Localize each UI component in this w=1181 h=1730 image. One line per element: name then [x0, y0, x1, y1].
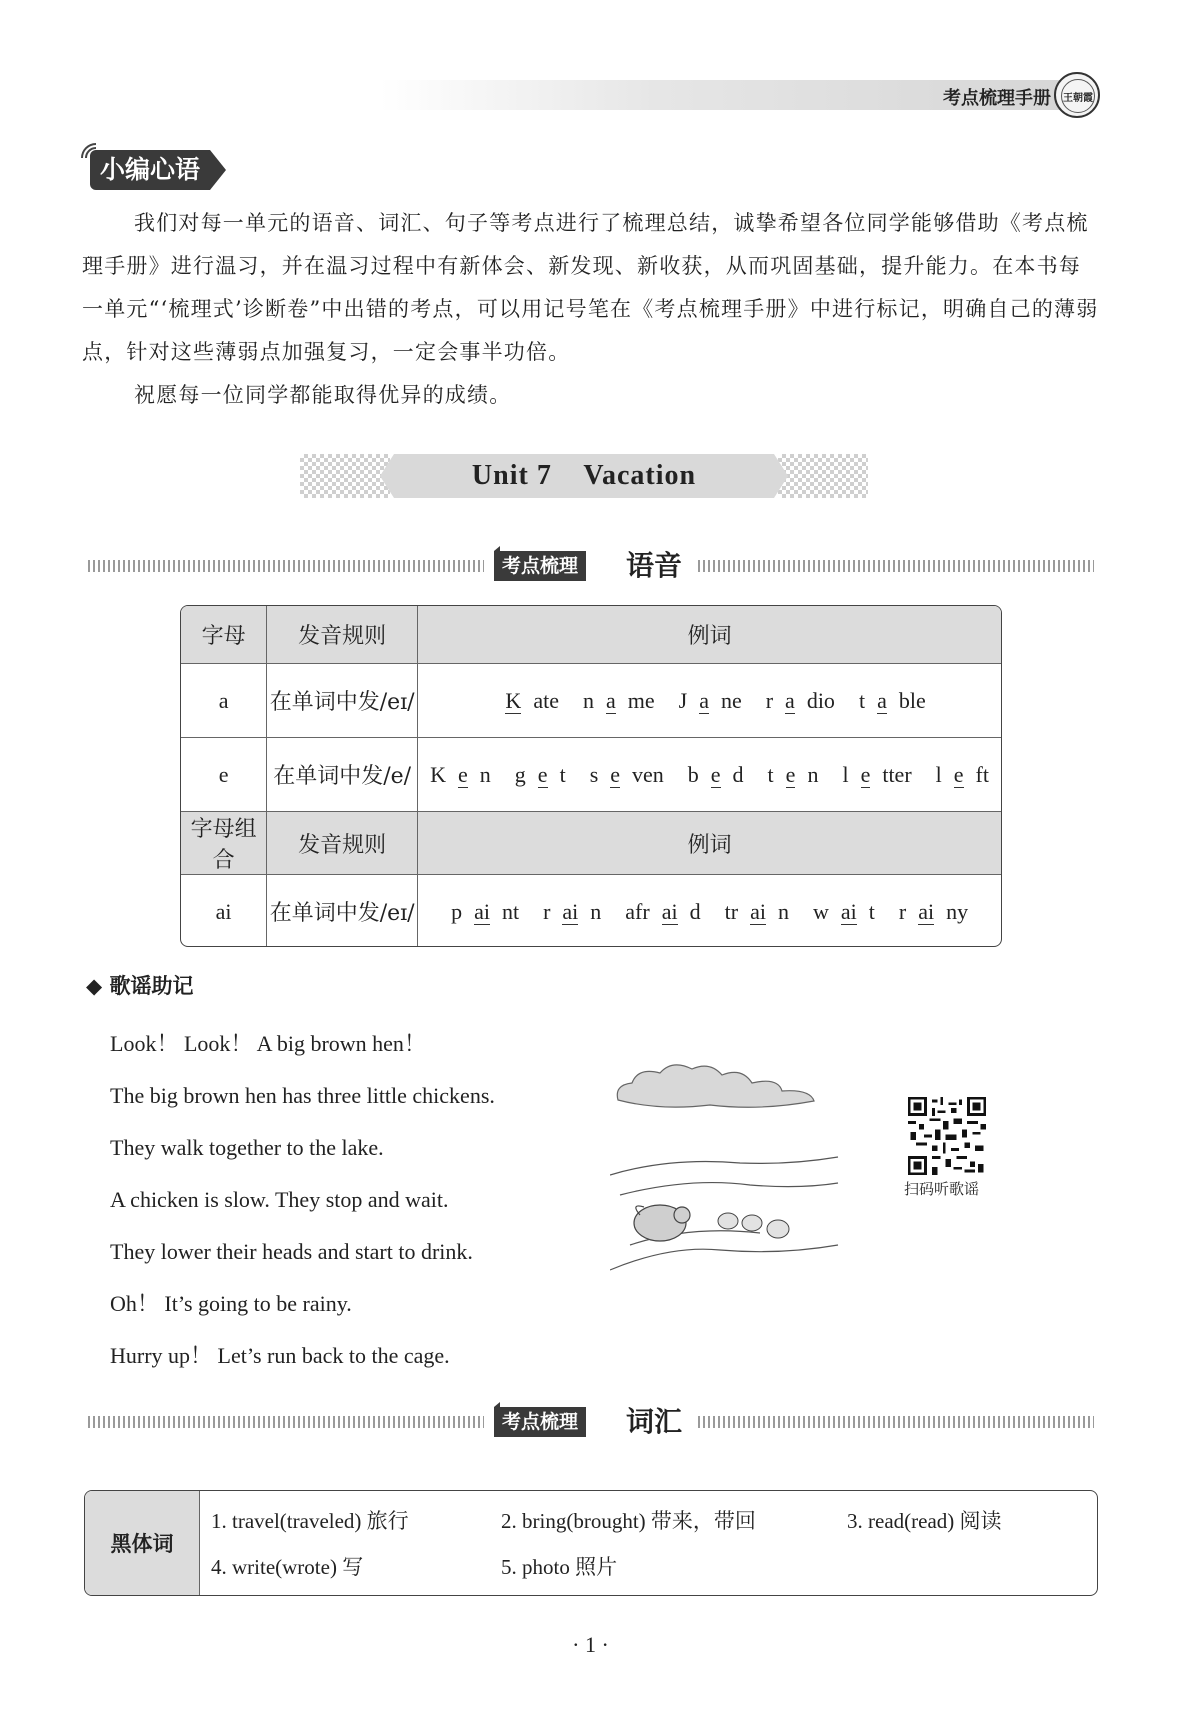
letter-cell: a	[181, 664, 267, 738]
editor-note-label: 小编心语	[90, 150, 210, 190]
vocab-item: 2. bring(brought) 带来，带回	[501, 1509, 756, 1533]
unit-title: Unit 7 Vacation	[471, 460, 697, 491]
section-tag: 考点梳理	[494, 1407, 586, 1437]
example-word: K ate	[505, 687, 559, 713]
chant-line: Oh！ It’s going to be rainy.	[110, 1291, 352, 1316]
divider-ticks	[698, 560, 1094, 572]
vocab-item: 4. write(wrote) 写	[211, 1555, 364, 1579]
vocab-item: 3. read(read) 阅读	[847, 1509, 1002, 1533]
example-word: r ai ny	[898, 898, 969, 924]
example-word: n a me	[582, 687, 655, 713]
divider-ticks	[698, 1416, 1094, 1428]
hen-icon	[634, 1205, 690, 1241]
table-header-cell: 发音规则	[267, 606, 418, 664]
phonics-table	[180, 605, 1002, 947]
example-word: s e ven	[589, 761, 664, 787]
example-word: J a ne	[678, 687, 742, 713]
example-word: b e d	[687, 761, 744, 787]
rule-cell: 在单词中发/e/	[267, 738, 418, 812]
section-tag: 考点梳理	[494, 551, 586, 581]
cloud-icon	[617, 1065, 814, 1107]
example-word: g e t	[514, 761, 566, 787]
chant-line: Look！ Look！ A big brown hen！	[110, 1031, 426, 1056]
divider-ticks	[88, 560, 484, 572]
example-word: l e tter	[842, 761, 912, 787]
table-header-cell: 例词	[418, 606, 1001, 664]
table-header-row	[181, 812, 1001, 875]
rule-cell: 在单词中发/eɪ/	[267, 664, 418, 738]
example-word: p ai nt	[451, 898, 520, 924]
table-header-cell: 字母组合	[181, 812, 267, 875]
rule-cell: 在单词中发/eɪ/	[267, 875, 418, 948]
example-word: r a dio	[765, 687, 835, 713]
section-header-phonics	[88, 548, 1094, 584]
chant-line: The big brown hen has three little chickens.	[110, 1083, 495, 1108]
letter-cell: e	[181, 738, 267, 812]
example-word: tr ai n	[724, 898, 789, 924]
example-word: t e n	[767, 761, 819, 787]
section-header-vocab	[88, 1404, 1094, 1440]
table-row	[181, 664, 1001, 738]
example-word: l e ft	[935, 761, 989, 787]
vocab-label: 黑体词	[85, 1491, 200, 1595]
editor-note-paragraph: 我们对每一单元的语音、词汇、句子等考点进行了梳理总结，诚挚希望各位同学能够借助《考点梳理手册》进行温习，并在温习过程中有新体会、新发现、新收获，从而巩固基础，提升能力。在本书每一单元“‘梳理式’诊断卷”中出错的考点，可以用记号笔在《考点梳理手册》中进行标记，明确自己的薄弱点，针对这些薄弱点加强复习，一定会事半功倍。	[82, 211, 1099, 364]
chant-line: Hurry up！ Let’s run back to the cage.	[110, 1343, 450, 1368]
chant-heading: ◆ 歌谣助记	[86, 974, 194, 998]
section-title: 词汇	[626, 1405, 683, 1438]
table-header-cell: 例词	[418, 812, 1001, 875]
chant-line: They walk together to the lake.	[110, 1135, 384, 1160]
example-words-cell	[418, 664, 1001, 738]
chant-heading-text: 歌谣助记	[109, 974, 194, 998]
example-word: w ai t	[812, 898, 875, 924]
publisher-seal	[1054, 72, 1100, 118]
example-word: r ai n	[543, 898, 602, 924]
chant-line: A chicken is slow. They stop and wait.	[110, 1187, 449, 1212]
example-words-cell	[418, 875, 1001, 948]
hen-illustration	[610, 1045, 840, 1285]
letter-cell: ai	[181, 875, 267, 948]
chick-icon	[718, 1213, 789, 1238]
example-word: t a ble	[858, 687, 926, 713]
qr-code-icon[interactable]	[908, 1097, 986, 1175]
chant-lines	[110, 1018, 495, 1382]
page-number: · 1 ·	[572, 1632, 609, 1657]
example-words-cell	[418, 738, 1001, 812]
qr-caption: 扫码听歌谣	[904, 1180, 980, 1198]
table-header-cell: 字母	[181, 606, 267, 664]
section-title: 语音	[626, 549, 683, 582]
table-header-cell: 发音规则	[267, 812, 418, 875]
vocab-box	[84, 1490, 1098, 1596]
table-row	[181, 738, 1001, 812]
banner-pattern	[300, 454, 390, 498]
editor-note-text	[82, 202, 1102, 417]
header-title: 考点梳理手册	[943, 88, 1051, 109]
table-row	[181, 875, 1001, 948]
unit-banner	[300, 454, 868, 498]
vocab-item: 5. photo 照片	[501, 1555, 618, 1579]
example-word: K e n	[430, 761, 491, 787]
example-word: afr ai d	[625, 898, 701, 924]
banner-pattern	[778, 454, 868, 498]
seal-text: 王朝霞	[1061, 79, 1095, 113]
editor-note-paragraph: 祝愿每一位同学都能取得优异的成绩。	[134, 383, 512, 407]
table-header-row	[181, 606, 1001, 664]
vocab-item: 1. travel(traveled) 旅行	[211, 1509, 409, 1533]
chant-line: They lower their heads and start to drink.	[110, 1239, 473, 1264]
divider-ticks	[88, 1416, 484, 1428]
